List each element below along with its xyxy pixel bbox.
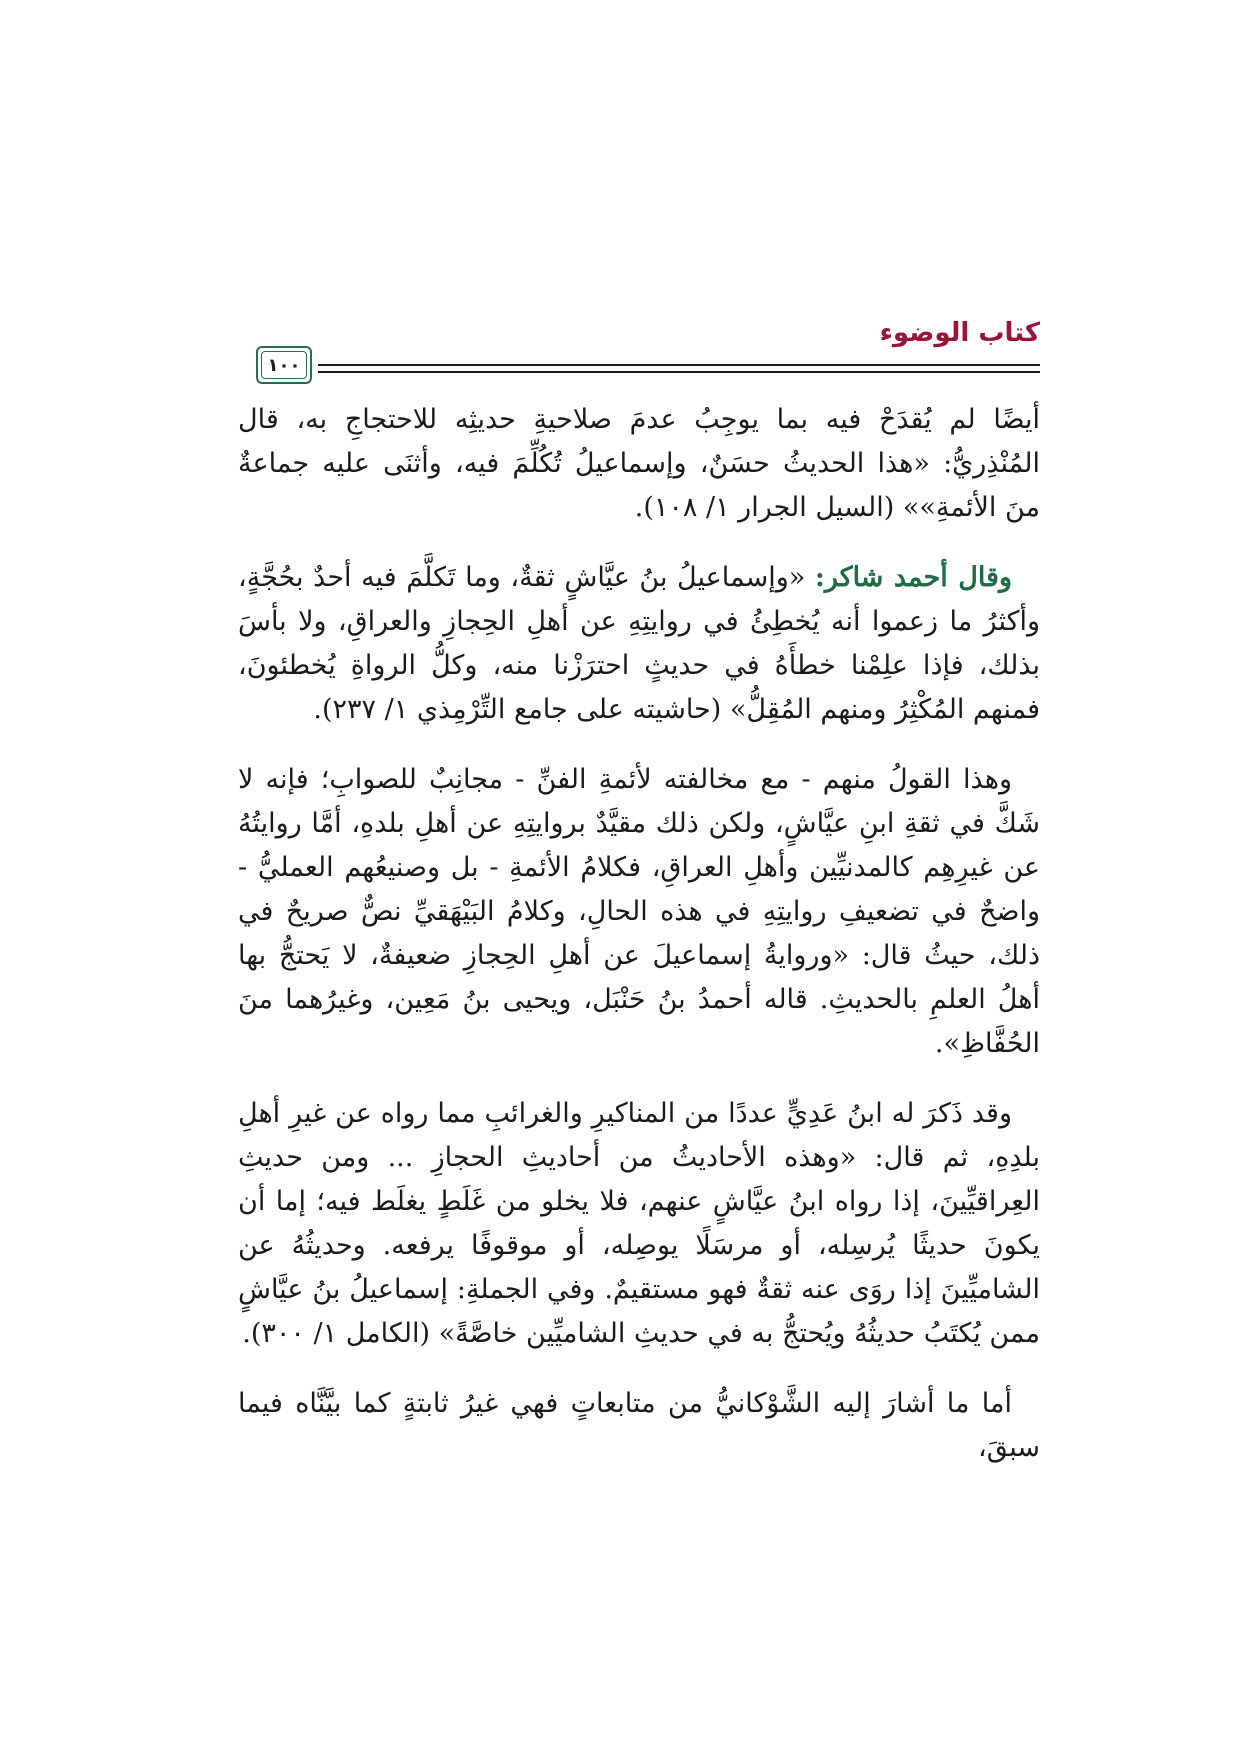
- quote-attribution: وقال أحمد شاكر:: [814, 562, 1012, 593]
- paragraph-text: «وإسماعيلُ بنُ عيَّاشٍ ثقةٌ، وما تَكلَّمَ فيه أحدٌ بحُجَّةٍ، وأكثرُ ما زعموا أنه يُخطِئُ في روايتِهِ عن أهلِ الحِجازِ والعراقِ، ولا بأسَ بذلك، فإذا علِمْنا خطأَهُ في حديثٍ احترَزْنا منه، وكلُّ الرواةِ يُخطئونَ، فمنهم المُكْثِرُ ومنهم المُقِلُّ» (حاشيته على جامع التِّرْمِذي ١/ ٢٣٧).: [238, 562, 1040, 725]
- paragraph-text: وهذا القولُ منهم - مع مخالفته لأئمةِ الفنِّ - مجانِبٌ للصوابِ؛ فإنه لا شَكَّ في ثقةِ ابنِ عيَّاشٍ، ولكن ذلك مقيَّدٌ بروايتِهِ عن أهلِ بلدهِ، أمَّا روايتُهُ عن غيرِهِم كالمدنيِّين وأهلِ العراقِ، فكلامُ الأئمةِ - بل وصنيعُهم العمليُّ - واضحٌ في تضعيفِ روايتِهِ في هذه الحالِ، وكلامُ البَيْهَقيِّ نصٌّ صريحٌ في ذلك، حيثُ قال: «وروايةُ إسماعيلَ عن أهلِ الحِجازِ ضعيفةٌ، لا يَحتجُّ بها أهلُ العلمِ بالحديثِ. قاله أحمدُ بنُ حَنْبَل، ويحيى بنُ مَعِين، وغيرُهما منَ الحُفَّاظِ».: [238, 764, 1040, 1059]
- paragraph-text: وقد ذَكرَ له ابنُ عَدِيٍّ عددًا من المناكيرِ والغرائبِ مما رواه عن غيرِ أهلِ بلدِهِ، ثم قال: «وهذه الأحاديثُ من أحاديثِ الحجازِ ... ومن حديثِ العِراقيِّينَ، إذا رواه ابنُ عيَّاشٍ عنهم، فلا يخلو من غَلَطٍ يغلَط فيه؛ إما أن يكونَ حديثًا يُرسِله، أو مرسَلًا يوصِله، أو موقوفًا يرفعه. وحديثُهُ عن الشاميِّينَ إذا روَى عنه ثقةٌ فهو مستقيمٌ. وفي الجملةِ: إسماعيلُ بنُ عيَّاشٍ ممن يُكتَبُ حديثُهُ ويُحتجُّ به في حديثِ الشاميِّين خاصَّةً» (الكامل ١/ ٣٠٠).: [238, 1098, 1040, 1349]
- header-rule-left-top: [1026, 364, 1040, 366]
- paragraph-3: [238, 758, 1040, 1066]
- paragraph-5: [238, 1382, 1040, 1470]
- page-number-badge: [256, 346, 312, 384]
- page-header: [238, 318, 1040, 388]
- paragraph-text: أيضًا لم يُقدَحْ فيه بما يوجِبُ عدمَ صلاحيةِ حديثِه للاحتجاجِ به، قال المُنْذِريُّ: «هذا الحديثُ حسَنٌ، وإسماعيلُ تُكُلِّمَ فيه، وأثنَى عليه جماعةٌ منَ الأئمةِ»» (السيل الجرار ١/ ١٠٨).: [238, 404, 1040, 523]
- header-rule-bottom: [318, 371, 1040, 373]
- page-body: [238, 398, 1040, 1496]
- paragraph-text: أما ما أشارَ إليه الشَّوْكانيُّ من متابعاتٍ فهي غيرُ ثابتةٍ كما بيَّنَّاه فيما سبقَ،: [238, 1388, 1040, 1463]
- paragraph-1: [238, 398, 1040, 530]
- paragraph-4: [238, 1092, 1040, 1356]
- header-rule-top: [318, 364, 1040, 366]
- header-rule-left-bottom: [1026, 371, 1040, 373]
- paragraph-2: [238, 556, 1040, 732]
- page-number: ١٠٠: [267, 354, 301, 376]
- chapter-title: كتاب الوضوء: [879, 318, 1040, 348]
